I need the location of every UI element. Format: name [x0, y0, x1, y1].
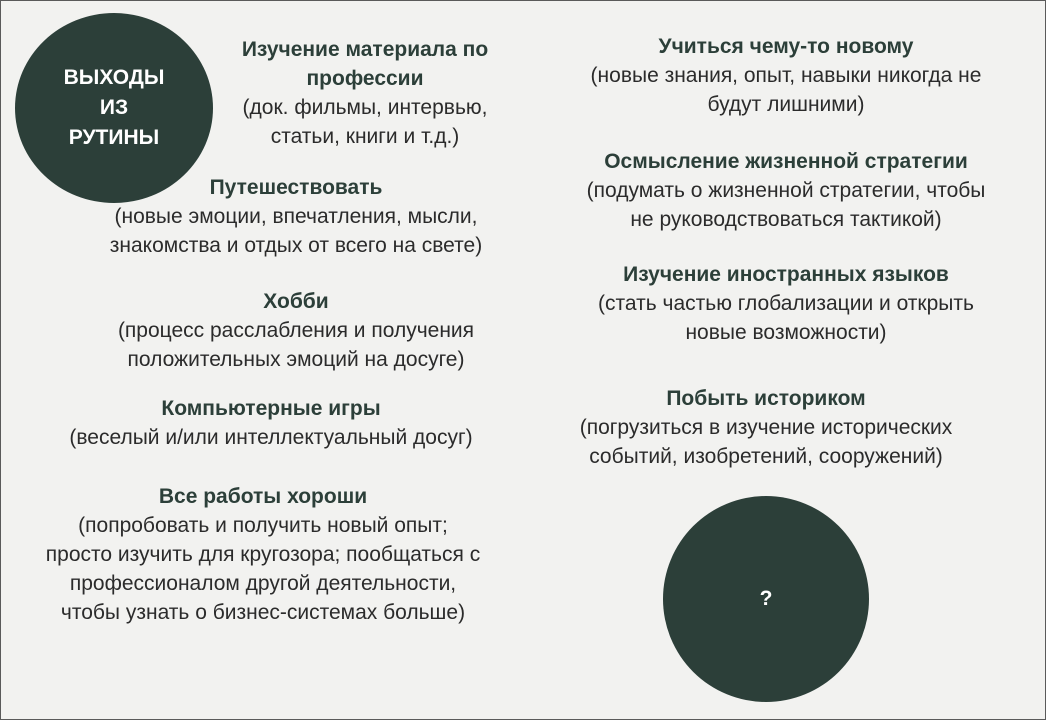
item-historian — [511, 384, 1021, 471]
item-life-strategy — [531, 147, 1041, 234]
item-title: Побыть историком — [666, 387, 866, 410]
item-description: (веселый и/или интеллектуальный досуг) — [69, 426, 473, 449]
item-description: (подумать о жизненной стратегии, чтобы не руководствоваться тактикой) — [586, 179, 986, 231]
item-title: Изучение материала по профессии — [241, 38, 489, 90]
main-topic-label: ВЫХОДЫ ИЗ РУТИНЫ — [63, 66, 165, 149]
item-title: Учиться чему-то новому — [658, 35, 914, 58]
item-description: (новые эмоции, впечатления, мысли, знакомства и отдых от всего на свете) — [109, 205, 483, 257]
question-circle — [663, 496, 869, 702]
item-title: Компьютерные игры — [161, 397, 381, 420]
item-computer-games — [21, 394, 521, 452]
item-description: (новые знания, опыт, навыки никогда не будут лишними) — [590, 64, 982, 116]
item-learn-new — [531, 32, 1041, 119]
item-foreign-languages — [531, 260, 1041, 347]
item-title: Осмысление жизненной стратегии — [604, 150, 968, 173]
item-description: (док. фильмы, интервью, статьи, книги и т.д.) — [242, 96, 488, 148]
question-mark-label: ? — [759, 587, 773, 610]
item-description: (погрузиться в изучение исторических событий, изобретений, сооружений) — [579, 416, 953, 468]
item-description: (процесс расслабления и получения положительных эмоций на досуге) — [117, 319, 475, 371]
item-hobby — [61, 287, 531, 374]
item-title: Все работы хороши — [158, 485, 368, 508]
item-all-jobs-good — [3, 482, 523, 627]
item-travel — [61, 173, 531, 260]
item-title: Хобби — [263, 290, 329, 313]
item-description: (попробовать и получить новый опыт; просто изучить для кругозора; пообщаться с профессионалом другой деятельности, чтобы узнать о бизнес-системах больше) — [45, 514, 481, 624]
item-description: (стать частью глобализации и открыть новые возможности) — [598, 292, 974, 344]
item-title: Изучение иностранных языков — [623, 263, 949, 286]
item-profession-study — [215, 35, 515, 151]
item-title: Путешествовать — [209, 176, 383, 199]
